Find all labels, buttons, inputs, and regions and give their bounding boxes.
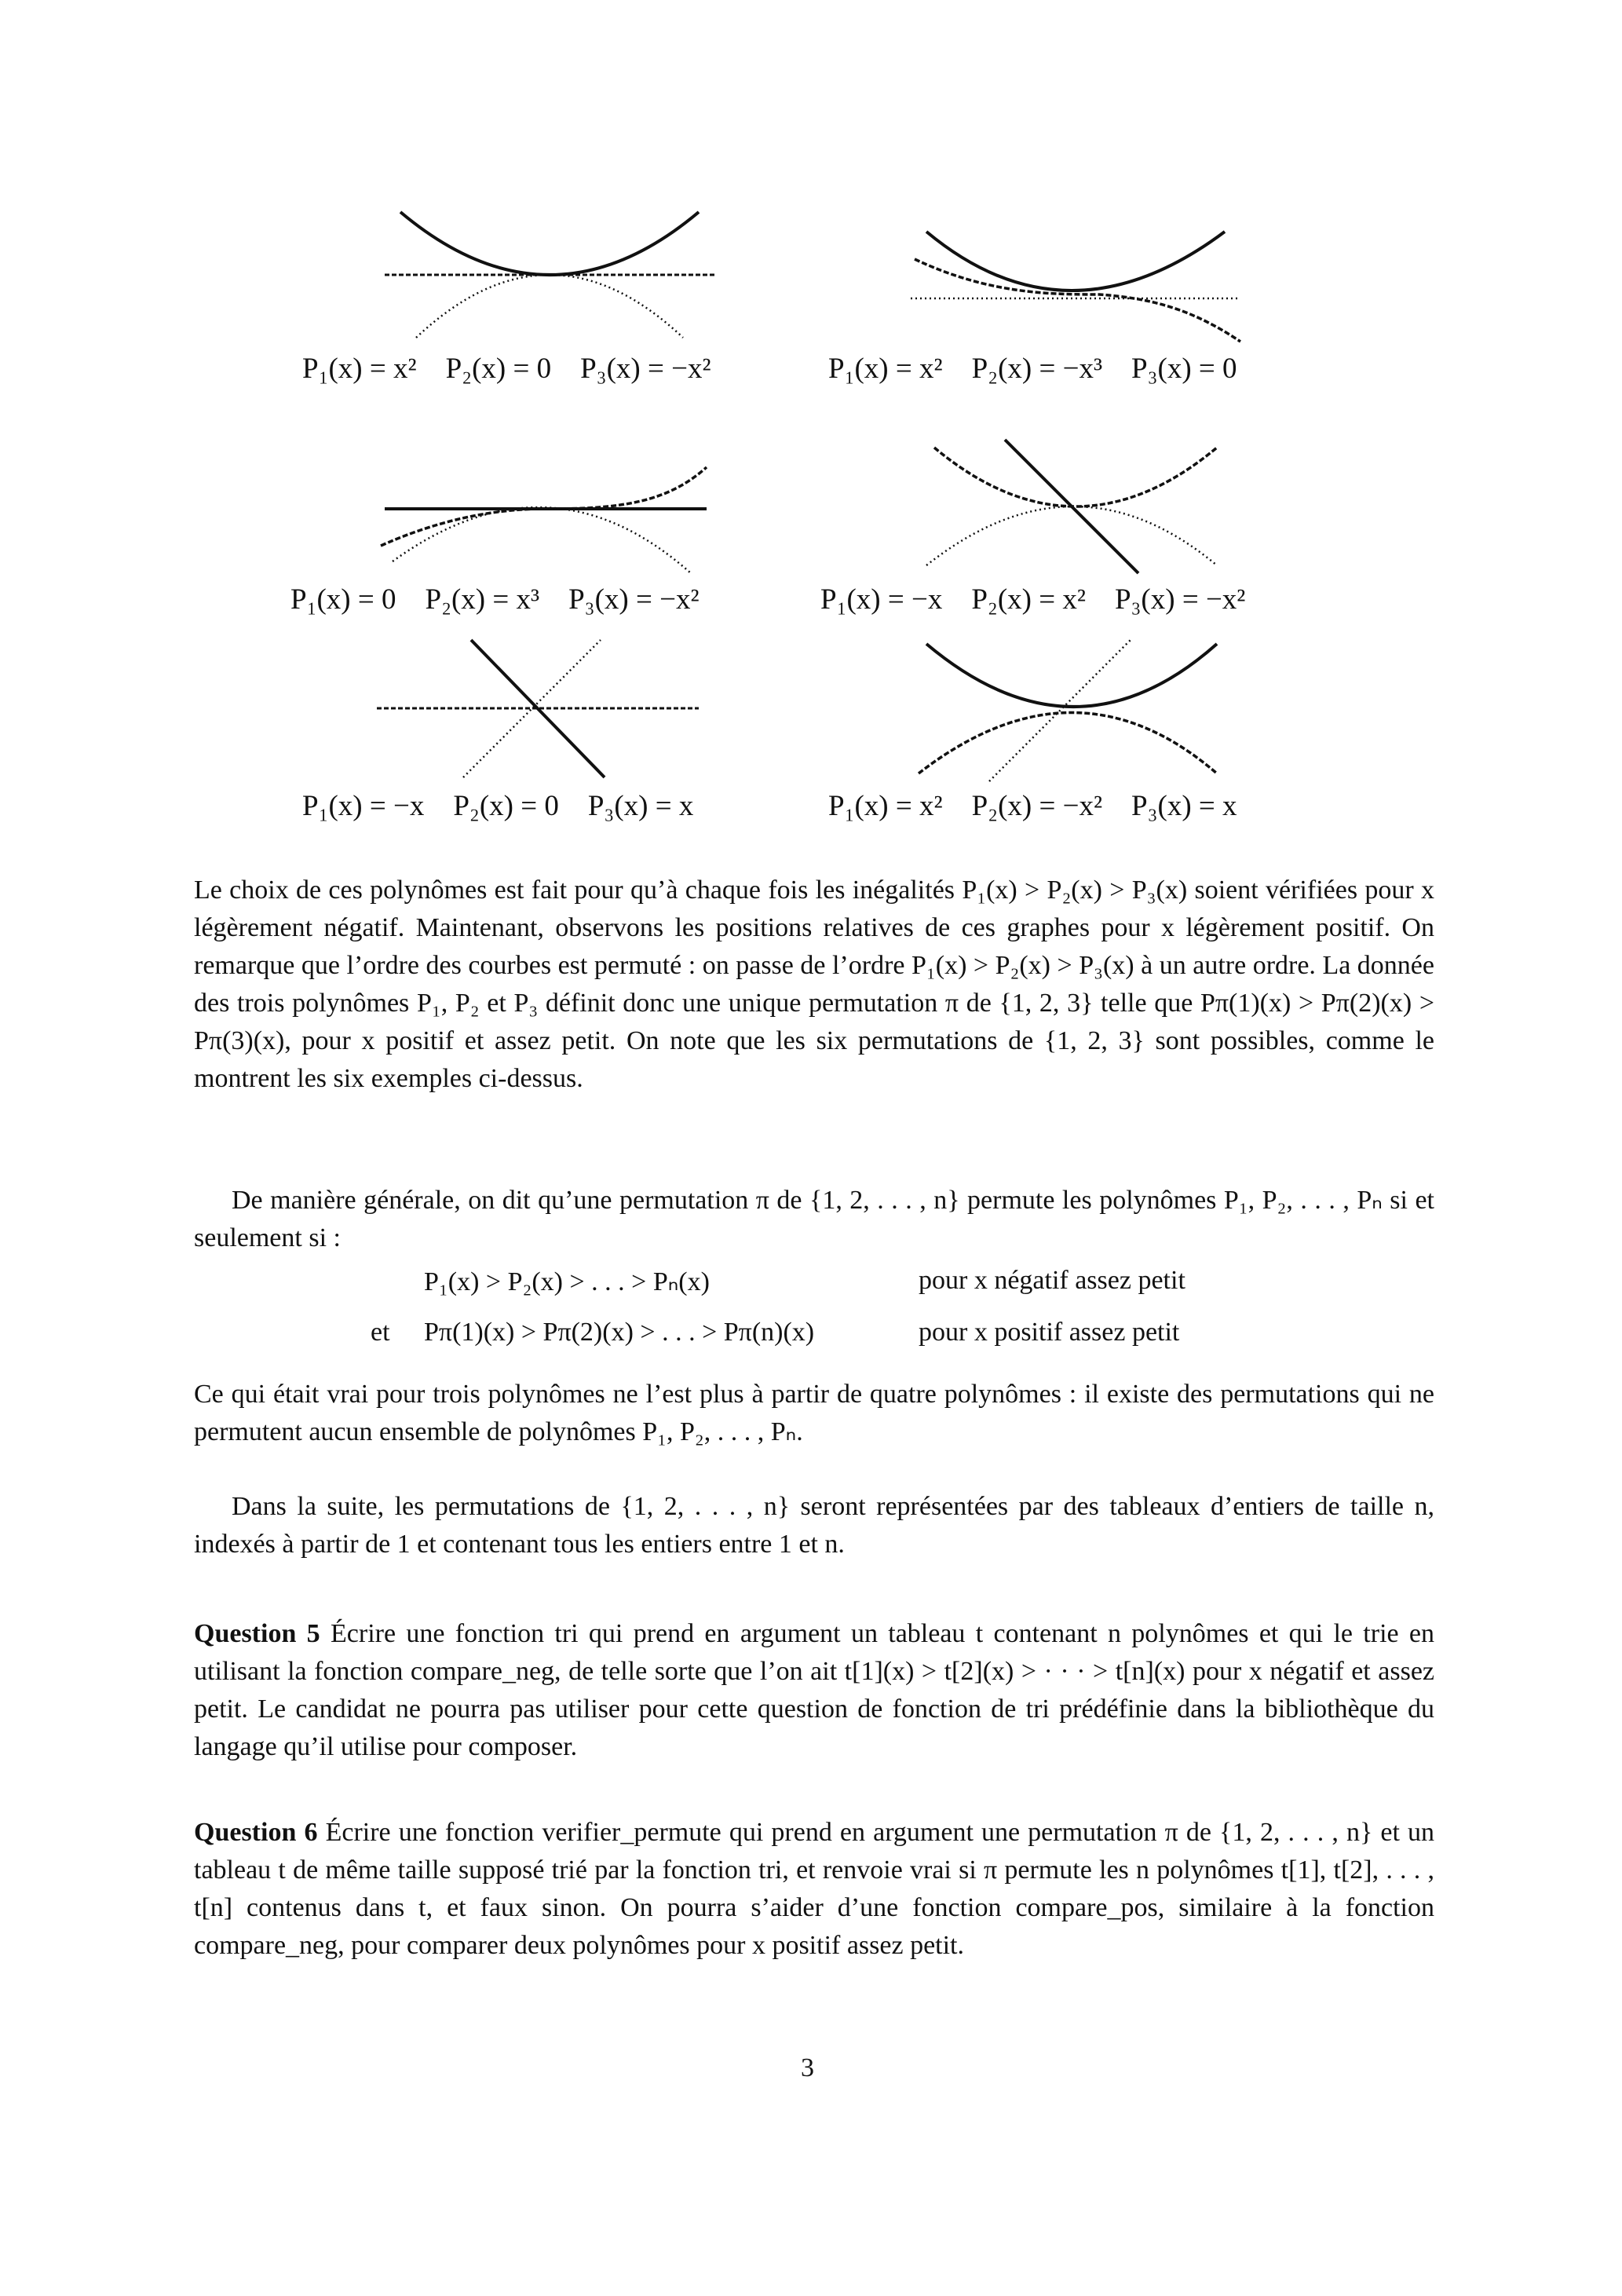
caption-p2: P₂(x) = −x² xyxy=(971,790,1103,822)
paragraph-3: Ce qui était vrai pour trois polynômes ne l’est plus à partir de quatre polynômes : il existe des permutations qui ne permutent aucun ensemble de polynômes P₁, P₂, . . . , Pₙ. xyxy=(194,1380,1434,1446)
display-line-1-right: pour x négatif assez petit xyxy=(919,1266,1185,1295)
caption-p2: P₂(x) = 0 xyxy=(445,353,552,385)
figure-2-graph xyxy=(895,224,1256,357)
display-line-2-et: et xyxy=(371,1318,390,1347)
question-5-text: Écrire une fonction tri qui prend en argument un tableau t contenant n polynômes et qui le trie en utilisant la fonction compare_neg, de telle sorte que l’on ait t[1](x) > t[2](x) > · · · > t[n](x) pour x négatif et assez petit. Le candidat ne pourra pas utiliser pour cette question de fonction de tri prédéfinie dans la bibliothèque du langage qu’il utilise pour composer. xyxy=(194,1619,1435,1761)
figure-2-caption xyxy=(828,352,1237,386)
caption-p2: P₂(x) = 0 xyxy=(453,790,559,822)
display-line-2-left: Pπ(1)(x) > Pπ(2)(x) > . . . > Pπ(n)(x) xyxy=(424,1318,815,1347)
caption-p3: P₃(x) = x xyxy=(587,790,694,822)
caption-p1: P₁(x) = 0 xyxy=(290,583,396,616)
question-6 xyxy=(194,1814,1434,1965)
figure-5-caption xyxy=(302,789,693,823)
caption-p1: P₁(x) = −x xyxy=(302,790,425,822)
question-5 xyxy=(194,1615,1434,1766)
paragraph-1: Le choix de ces polynômes est fait pour qu’à chaque fois les inégalités P₁(x) > P₂(x) > P₃(x) soient vérifiées pour x légèrement négatif. Maintenant, observons les positions relatives de ces graphes pour x légèrement positif. On remarque que l’ordre des courbes est permuté : on passe de l’ordre P₁(x) > P₂(x) > P₃(x) à un autre ordre. La donnée des trois polynômes P₁, P₂ et P₃ définit donc une unique permutation π de {1, 2, 3} telle que Pπ(1)(x) > Pπ(2)(x) > Pπ(3)(x), pour x positif et assez petit. On note que les six permutations de {1, 2, 3} sont possibles, comme le montrent les six exemples ci-dessus. xyxy=(194,876,1434,1093)
caption-p1: P₁(x) = x² xyxy=(828,790,943,822)
figure-3-caption xyxy=(290,583,700,616)
figure-5-graph xyxy=(369,636,714,785)
figure-1-caption xyxy=(302,352,711,386)
caption-p3: P₃(x) = −x² xyxy=(1114,583,1246,616)
caption-p3: P₃(x) = x xyxy=(1131,790,1237,822)
figure-4-caption xyxy=(820,583,1245,616)
display-line-1-left: P₁(x) > P₂(x) > . . . > Pₙ(x) xyxy=(424,1267,710,1296)
caption-p3: P₃(x) = −x² xyxy=(568,583,700,616)
figure-4-graph xyxy=(903,432,1248,581)
caption-p1: P₁(x) = −x xyxy=(820,583,943,616)
caption-p2: P₂(x) = −x³ xyxy=(971,353,1103,385)
display-line-2-right: pour x positif assez petit xyxy=(919,1318,1180,1347)
question-6-label: Question 6 xyxy=(194,1818,318,1847)
caption-p3: P₃(x) = 0 xyxy=(1131,353,1237,385)
paragraph-2: De manière générale, on dit qu’une permutation π de {1, 2, . . . , n} permute les polynômes P₁, P₂, . . . , Pₙ si et seulement si : xyxy=(194,1186,1434,1252)
page-number: 3 xyxy=(801,2053,814,2082)
figure-1-graph xyxy=(369,204,730,353)
caption-p1: P₁(x) = x² xyxy=(828,353,943,385)
figure-6-caption xyxy=(828,789,1237,823)
question-6-text: Écrire une fonction verifier_permute qui prend en argument une permutation π de {1, 2, . . . , n} et un tableau t de même taille supposé trié par la fonction tri, et renvoie vrai si π permute les n polynômes t[1], t[2], . . . , t[n] contenus dans t, et faux sinon. On pourra s’aider d’une fonction compare_pos, similaire à la fonction compare_neg, pour comparer deux polynômes pour x positif assez petit. xyxy=(194,1818,1435,1960)
figure-6-graph xyxy=(903,636,1248,785)
caption-p3: P₃(x) = −x² xyxy=(580,353,711,385)
paragraph-4: Dans la suite, les permutations de {1, 2, . . . , n} seront représentées par des tableaux d’entiers de taille n, indexés à partir de 1 et contenant tous les entiers entre 1 et n. xyxy=(194,1492,1434,1559)
question-5-label: Question 5 xyxy=(194,1619,320,1648)
caption-p2: P₂(x) = x² xyxy=(971,583,1086,616)
figure-3-graph xyxy=(369,455,730,589)
caption-p1: P₁(x) = x² xyxy=(302,353,417,385)
caption-p2: P₂(x) = x³ xyxy=(425,583,540,616)
